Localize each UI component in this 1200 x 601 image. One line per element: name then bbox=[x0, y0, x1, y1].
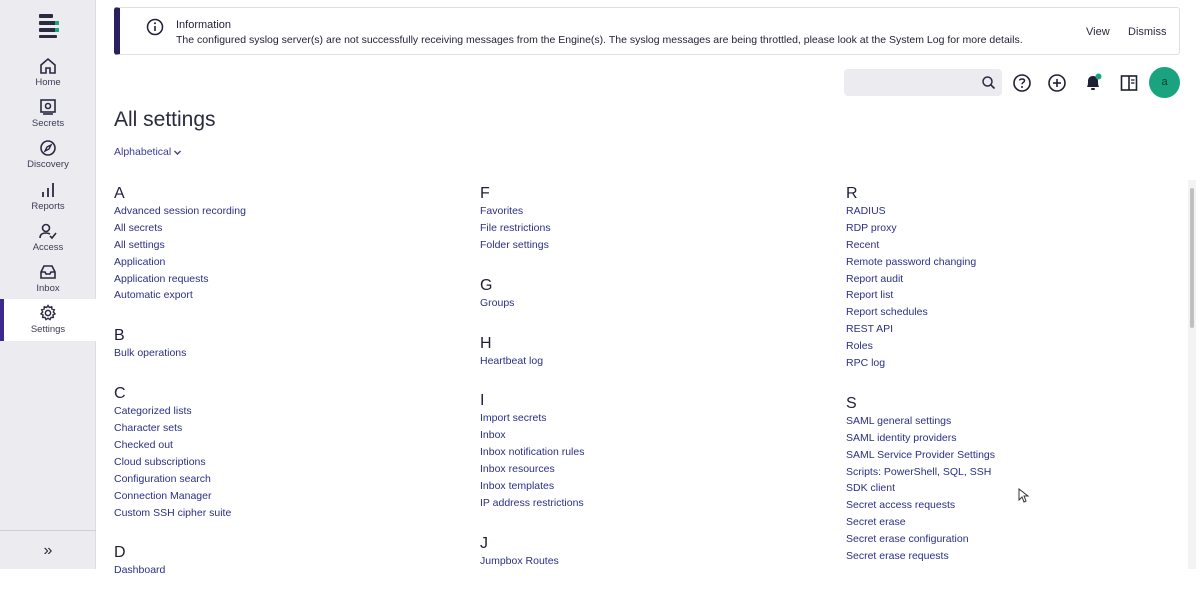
nav-divider bbox=[0, 530, 96, 531]
expand-sidebar-button[interactable]: » bbox=[43, 542, 53, 559]
settings-group bbox=[480, 334, 780, 370]
settings-link[interactable]: Import secrets bbox=[480, 412, 547, 425]
settings-group bbox=[114, 543, 414, 579]
settings-link[interactable]: Secret erase configuration bbox=[846, 533, 969, 546]
nav-label: Discovery bbox=[27, 159, 69, 170]
group-letter: A bbox=[114, 185, 125, 202]
chevron-down-icon bbox=[173, 148, 182, 157]
settings-link[interactable]: Advanced session recording bbox=[114, 205, 246, 217]
settings-link[interactable]: SAML identity providers bbox=[846, 431, 957, 444]
notification-bell-icon[interactable] bbox=[1082, 72, 1104, 94]
bar-chart-icon bbox=[39, 181, 57, 199]
mouse-cursor-icon bbox=[1018, 488, 1029, 503]
page-scrollbar[interactable] bbox=[1188, 180, 1196, 569]
settings-link[interactable]: SAML general settings bbox=[846, 414, 952, 427]
nav-label: Secrets bbox=[31, 118, 65, 129]
settings-link[interactable]: Dashboard bbox=[114, 564, 166, 577]
settings-group bbox=[114, 326, 414, 362]
group-letter: I bbox=[480, 392, 485, 410]
page-title: All settings bbox=[114, 108, 216, 131]
settings-link[interactable]: Scripts: PowerShell, SQL, SSH bbox=[846, 465, 992, 478]
settings-link[interactable]: Jumpbox Routes bbox=[480, 554, 559, 567]
group-letter: S bbox=[846, 394, 857, 412]
info-banner bbox=[114, 7, 1180, 55]
home-icon bbox=[39, 57, 57, 75]
settings-link[interactable]: Custom SSH cipher suite bbox=[114, 506, 232, 519]
settings-link[interactable]: Application bbox=[114, 255, 166, 268]
settings-link[interactable]: Secret access requests bbox=[846, 499, 956, 512]
settings-link[interactable]: Character sets bbox=[114, 422, 183, 435]
settings-link[interactable]: Groups bbox=[480, 296, 515, 309]
settings-link[interactable]: Heartbeat log bbox=[480, 354, 544, 367]
settings-link[interactable]: SDK client bbox=[846, 482, 896, 495]
nav-item-settings[interactable] bbox=[0, 299, 96, 341]
group-letter: D bbox=[114, 544, 126, 562]
banner-dismiss-button[interactable]: Dismiss bbox=[1128, 26, 1167, 38]
nav-item-reports[interactable] bbox=[0, 181, 96, 221]
settings-link[interactable]: Roles bbox=[846, 340, 873, 353]
add-circle-icon[interactable] bbox=[1046, 72, 1068, 94]
settings-link[interactable]: Report schedules bbox=[846, 306, 928, 319]
settings-link[interactable]: IP address restrictions bbox=[480, 496, 584, 509]
search-input[interactable] bbox=[844, 69, 1002, 96]
settings-link[interactable]: All settings bbox=[114, 238, 165, 251]
settings-link[interactable]: Inbox notification rules bbox=[480, 446, 585, 459]
settings-link[interactable]: Secret erase requests bbox=[846, 550, 949, 563]
inbox-icon bbox=[39, 263, 57, 281]
nav-item-secrets[interactable] bbox=[0, 98, 96, 138]
sidebar bbox=[0, 0, 96, 569]
sort-label: Alphabetical bbox=[114, 146, 172, 158]
settings-group bbox=[114, 184, 414, 304]
settings-column-3 bbox=[846, 184, 1146, 587]
group-letter: H bbox=[480, 334, 492, 352]
settings-link[interactable]: Automatic export bbox=[114, 289, 193, 302]
settings-link[interactable]: Secret erase bbox=[846, 516, 906, 529]
group-letter: R bbox=[846, 185, 858, 202]
settings-link[interactable]: Categorized lists bbox=[114, 405, 192, 418]
settings-link[interactable]: REST API bbox=[846, 323, 894, 336]
vault-icon bbox=[39, 98, 57, 116]
settings-link[interactable]: Bulk operations bbox=[114, 347, 187, 360]
nav-item-discovery[interactable] bbox=[0, 139, 96, 179]
settings-group bbox=[480, 184, 780, 254]
settings-link[interactable]: Report audit bbox=[846, 272, 904, 285]
banner-view-button[interactable]: View bbox=[1086, 26, 1110, 38]
gear-icon bbox=[39, 304, 57, 322]
search-icon[interactable] bbox=[981, 75, 996, 90]
settings-link[interactable]: Checked out bbox=[114, 439, 173, 452]
sort-dropdown[interactable] bbox=[114, 146, 182, 158]
settings-link[interactable]: File restrictions bbox=[480, 221, 551, 234]
help-icon[interactable] bbox=[1011, 72, 1033, 94]
group-letter: B bbox=[114, 327, 125, 345]
settings-group bbox=[480, 534, 780, 570]
settings-link[interactable]: Connection Manager bbox=[114, 489, 212, 502]
nav-label: Settings bbox=[30, 324, 66, 335]
nav-label: Home bbox=[35, 77, 61, 88]
settings-link[interactable]: Favorites bbox=[480, 205, 524, 217]
nav-item-access[interactable] bbox=[0, 222, 96, 262]
settings-group bbox=[480, 391, 780, 511]
settings-link[interactable]: RPC log bbox=[846, 357, 886, 370]
group-letter: F bbox=[480, 185, 490, 202]
compass-icon bbox=[39, 139, 57, 157]
nav-label: Access bbox=[32, 242, 64, 253]
settings-group bbox=[480, 276, 780, 312]
banner-title: Information bbox=[176, 19, 232, 31]
panel-toggle-icon[interactable] bbox=[1118, 72, 1140, 94]
settings-link[interactable]: Inbox templates bbox=[480, 480, 555, 493]
banner-message: The configured syslog server(s) are not successfully receiving messages from the Engine(s). The syslog messages are being throttled, please look at the System Log for more details. bbox=[176, 34, 1023, 46]
settings-link[interactable]: Folder settings bbox=[480, 238, 549, 251]
nav-item-home[interactable] bbox=[0, 57, 96, 97]
settings-link[interactable]: RADIUS bbox=[846, 205, 886, 217]
user-check-icon bbox=[39, 222, 57, 240]
nav-item-inbox[interactable] bbox=[0, 263, 96, 303]
settings-link[interactable]: SAML Service Provider Settings bbox=[846, 448, 996, 461]
settings-link[interactable]: RDP proxy bbox=[846, 221, 897, 234]
app-logo-icon[interactable] bbox=[36, 12, 60, 40]
settings-column-2 bbox=[480, 184, 780, 592]
settings-link[interactable]: All secrets bbox=[114, 221, 163, 234]
group-letter: C bbox=[114, 385, 126, 403]
nav-label: Inbox bbox=[36, 283, 60, 294]
settings-link[interactable]: Configuration search bbox=[114, 472, 211, 485]
group-letter: J bbox=[480, 534, 488, 552]
settings-group bbox=[846, 184, 1146, 372]
settings-link[interactable]: Inbox resources bbox=[480, 463, 555, 476]
settings-link[interactable]: Cloud subscriptions bbox=[114, 455, 206, 468]
settings-column-1 bbox=[114, 184, 414, 601]
settings-link[interactable]: Recent bbox=[846, 238, 880, 251]
settings-link[interactable]: Report list bbox=[846, 289, 894, 302]
settings-group bbox=[114, 384, 414, 521]
info-icon bbox=[146, 18, 164, 36]
settings-link[interactable]: Remote password changing bbox=[846, 255, 977, 268]
user-avatar[interactable]: a bbox=[1149, 67, 1180, 98]
settings-link[interactable]: Application requests bbox=[114, 272, 209, 285]
group-letter: G bbox=[480, 276, 493, 294]
scrollbar-thumb[interactable] bbox=[1190, 188, 1194, 328]
nav-label: Reports bbox=[31, 201, 65, 212]
settings-group bbox=[846, 394, 1146, 565]
settings-link[interactable]: Inbox bbox=[480, 429, 506, 442]
